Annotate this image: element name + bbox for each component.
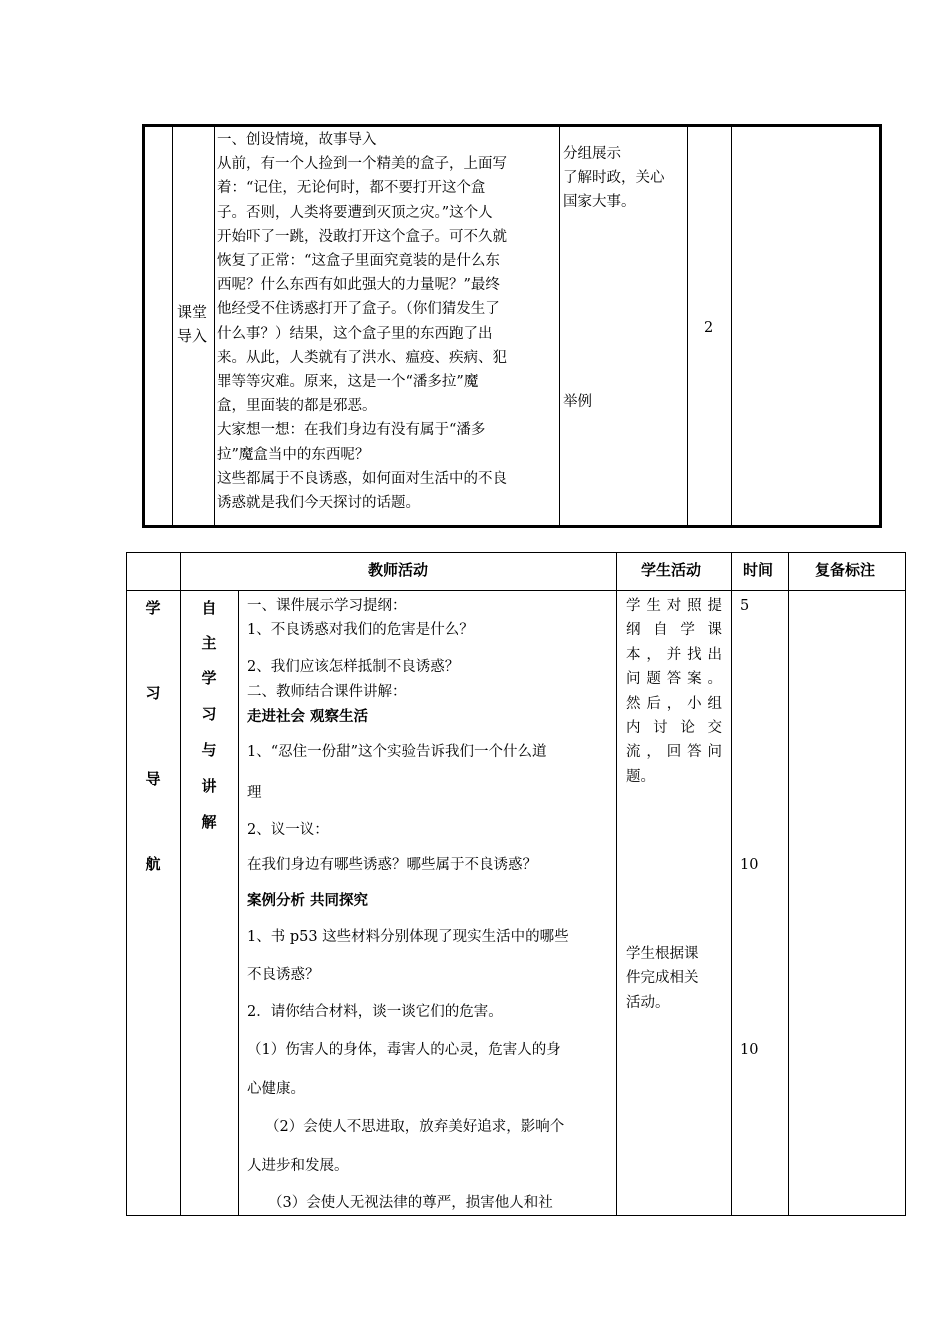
col1-char: 航: [145, 855, 161, 873]
time-value: 2: [704, 320, 714, 336]
student-activity-top: 分组展示 了解时政，关心 国家大事。: [563, 146, 665, 211]
col2-char: 主: [201, 634, 217, 652]
col2-char: 自: [201, 599, 217, 617]
col2-char: 习: [201, 705, 217, 723]
time-value: 10: [740, 1042, 759, 1058]
student-activity-example: 举例: [563, 394, 592, 410]
teacher-line: 一、课件展示学习提纲：: [247, 598, 407, 614]
header-review-note: 复备标注: [815, 561, 876, 579]
teacher-subheading: 走进社会 观察生活: [247, 708, 369, 725]
teacher-line: 人进步和发展。: [247, 1158, 349, 1174]
header-time: 时间: [743, 561, 774, 579]
teacher-line: （1）伤害人的身体，毒害人的心灵，危害人的身: [247, 1042, 561, 1058]
col2-char: 与: [201, 741, 217, 759]
teacher-line: 理: [247, 785, 262, 801]
teacher-line: （3）会使人无视法律的尊严，损害他人和社: [268, 1195, 553, 1211]
col1-char: 习: [145, 684, 161, 702]
col2-char: 学: [201, 669, 217, 687]
header-student-activity: 学生活动: [641, 561, 702, 579]
col1-char: 导: [145, 770, 161, 788]
time-value: 5: [740, 598, 750, 614]
col1-char: 学: [145, 599, 161, 617]
teacher-line: 在我们身边有哪些诱惑？哪些属于不良诱惑？: [247, 857, 537, 873]
header-teacher-activity: 教师活动: [368, 561, 429, 579]
teacher-line: 不良诱惑？: [247, 967, 320, 983]
teacher-line: 心健康。: [247, 1081, 305, 1097]
teacher-line: 2．请你结合材料，谈一谈它们的危害。: [247, 1004, 503, 1020]
col2-char: 解: [201, 813, 217, 831]
teacher-subheading: 案例分析 共同探究: [247, 892, 369, 909]
teacher-line: 1、“忍住一份甜”这个实验告诉我们一个什么道: [247, 744, 547, 760]
teacher-line: 二、教师结合课件讲解：: [247, 684, 407, 700]
story-text: 一、创设情境，故事导入 从前，有一个人捡到一个精美的盒子，上面写 着：“记住，无论何时，都不要打开这个盒 子。否则，人类将要遭到灭顶之灾。”这个人 开始吓了一跳，没敢打开这个盒子。可不久就 恢复了正常：“这盒子里面究竟装的是什么东 西呢？什么东西有如此强大的力量呢？”最终 他经受不住诱惑打开了盒子。（你们猜发生了 什么事？）结果，这个盒子里的东西跑了出 来。从此，人类就有了洪水、瘟疫、疾病、犯 罪等等灾难。原来，这是一个“潘多拉”魔 盒，里面装的都是邪恶。 大家想一想：在我们身边有没有属于“潘多 拉”魔盒当中的东西呢？ 这些都属于不良诱惑，如何面对生活中的不良 诱惑就是我们今天探讨的话题。: [217, 132, 507, 512]
teacher-line: （2）会使人不思进取，放弃美好追求，影响个: [265, 1119, 565, 1135]
section-label: 课堂 导入: [177, 303, 208, 346]
time-value: 10: [740, 857, 759, 873]
teacher-line: 1、书 p53 这些材料分别体现了现实生活中的哪些: [247, 929, 569, 945]
teacher-line: 1、不良诱惑对我们的危害是什么？: [247, 622, 474, 638]
teacher-line: 2、我们应该怎样抵制不良诱惑？: [247, 659, 460, 675]
teacher-line: 2、议一议：: [247, 822, 329, 838]
col2-char: 讲: [201, 777, 217, 795]
